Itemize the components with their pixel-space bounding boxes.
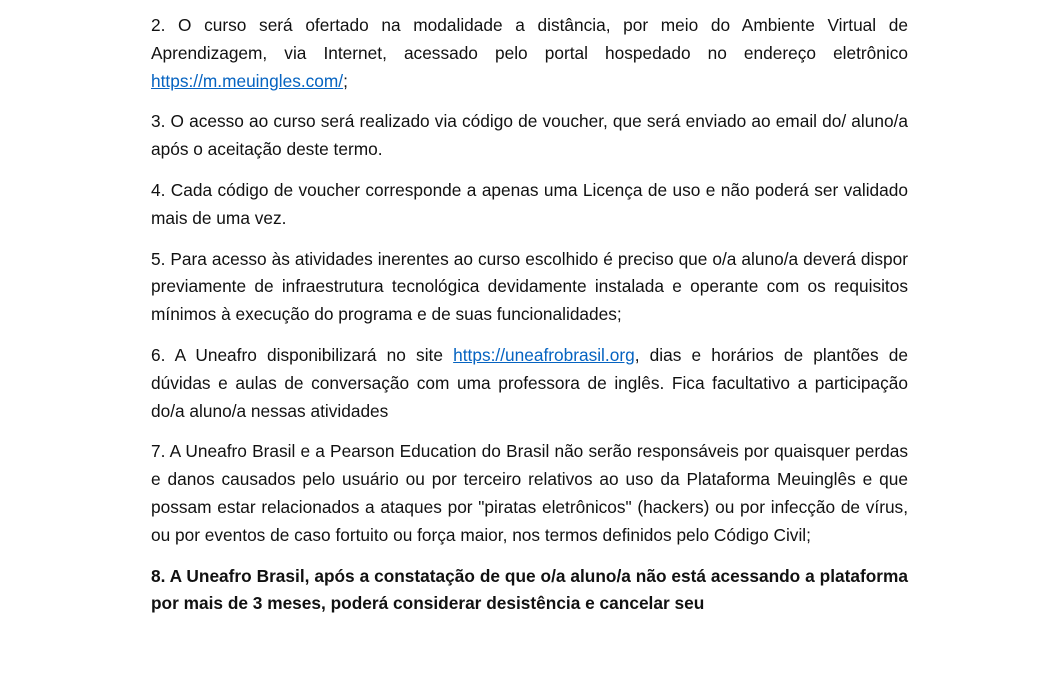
clause-6 [151, 342, 908, 425]
clause-3: 3. O acesso ao curso será realizado via código de voucher, que será enviado ao email do/ aluno/a após o aceitação deste termo. [151, 111, 908, 160]
clause-6-text-after: , dias e horários de plantões de dúvidas e aulas de conversação com uma professora de inglês. Fica facultativo a participação do/a aluno/a nessas atividades [151, 344, 908, 421]
clause-2-text-after: ; [343, 70, 348, 91]
clause-8: 8. A Uneafro Brasil, após a constatação de que o/a aluno/a não está acessando a plataforma por mais de 3 meses, poderá considerar desistência e cancelar seu [151, 565, 908, 614]
uneafrobrasil-link[interactable]: https://uneafrobrasil.org [453, 344, 635, 365]
clause-2 [151, 12, 908, 95]
clause-7: 7. A Uneafro Brasil e a Pearson Education do Brasil não serão responsáveis por quaisquer perdas e danos causados pelo usuário ou por terceiro relativos ao uso da Plataforma Meuinglês e que possam estar relacionados a ataques por "piratas eletrônicos" (hackers) ou por infecção de vírus, ou por eventos de caso fortuito ou força maior, nos termos definidos pelo Código Civil; [151, 441, 908, 545]
clause-2-text-before: 2. O curso será ofertado na modalidade a distância, por meio do Ambiente Virtual de Aprendizagem, via Internet, acessado pelo portal hospedado no endereço eletrônico [151, 15, 908, 63]
document-body [151, 12, 908, 631]
clause-5: 5. Para acesso às atividades inerentes ao curso escolhido é preciso que o/a aluno/a deverá dispor previamente de infraestrutura tecnológica devidamente instalada e operante com os requisitos mínimos à execução do programa e de suas funcionalidades; [151, 248, 908, 325]
clause-4: 4. Cada código de voucher corresponde a apenas uma Licença de uso e não poderá ser validado mais de uma vez. [151, 179, 908, 228]
clause-6-text-before: 6. A Uneafro disponibilizará no site [151, 344, 454, 365]
meuingles-link[interactable]: https://m.meuingles.com/ [151, 70, 344, 91]
